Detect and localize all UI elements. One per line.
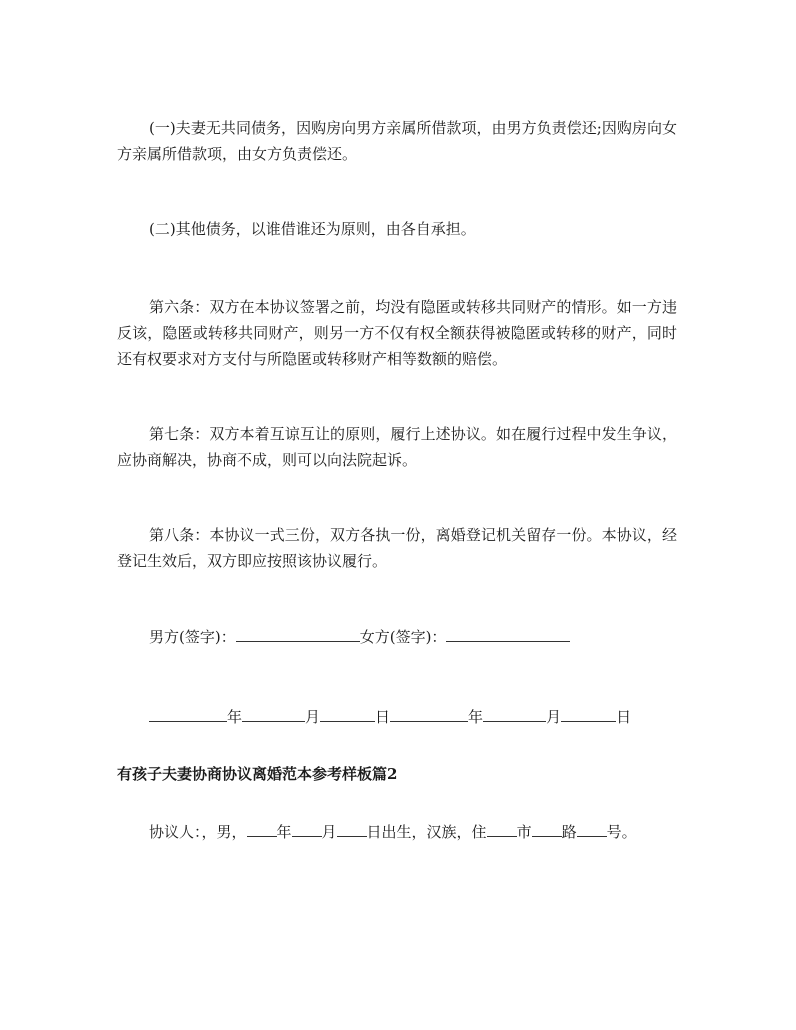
party-prefix: 协议人：，男，: [149, 823, 247, 841]
male-signature-blank: [236, 625, 360, 642]
fill-blank: [292, 820, 322, 837]
party-city-label: 市: [516, 823, 532, 841]
section-heading: 有孩子夫妻协商协议离婚范本参考样板篇2: [117, 765, 398, 783]
party-month-label: 月: [321, 823, 337, 841]
paragraph-article-8: 第八条：本协议一式三份，双方各执一份，离婚登记机关留存一份。本协议，经登记生效后，双方即应按照该协议履行。: [117, 526, 677, 570]
year-label: 年: [468, 708, 484, 726]
day-label: 日: [616, 708, 632, 726]
paragraph-article-7: 第七条：双方本着互谅互让的原则，履行上述协议。如在履行过程中发生争议，应协商解决，协商不成，则可以向法院起诉。: [117, 425, 677, 469]
party-born-label: 日出生，汉族，住: [366, 823, 487, 841]
fill-blank: [487, 820, 517, 837]
paragraph-article-6: 第六条：双方在本协议签署之前，均没有隐匿或转移共同财产的情形。如一方违反该，隐匿或转移共同财产，则另一方不仅有权全额获得被隐匿或转移的财产，同时还有权要求对方支付与所隐匿或转移财产相等数额的赔偿。: [117, 298, 677, 368]
fill-blank: [577, 820, 607, 837]
signature-line: [149, 624, 570, 650]
date-blank: [320, 705, 375, 722]
date-blank: [149, 705, 227, 722]
month-label: 月: [305, 708, 321, 726]
paragraph-debt-2: (二)其他债务，以谁借谁还为原则，由各自承担。: [149, 220, 476, 238]
female-signature-label: 女方(签字)：: [359, 628, 447, 646]
year-label: 年: [227, 708, 243, 726]
party-road-label: 路: [561, 823, 577, 841]
fill-blank: [337, 820, 367, 837]
fill-blank: [532, 820, 562, 837]
date-line: [149, 704, 631, 730]
date-blank: [242, 705, 305, 722]
party-number-label: 号。: [606, 823, 637, 841]
date-blank: [390, 705, 468, 722]
female-signature-blank: [446, 625, 570, 642]
fill-blank: [247, 820, 277, 837]
date-blank: [483, 705, 546, 722]
party-year-label: 年: [276, 823, 292, 841]
month-label: 月: [546, 708, 562, 726]
party-info-line: [149, 819, 637, 845]
male-signature-label: 男方(签字)：: [149, 628, 236, 646]
day-label: 日: [375, 708, 391, 726]
date-blank: [561, 705, 616, 722]
paragraph-debt-1: (一)夫妻无共同债务，因购房向男方亲属所借款项，由男方负责偿还;因购房向女方亲属所借款项，由女方负责偿还。: [117, 119, 677, 163]
